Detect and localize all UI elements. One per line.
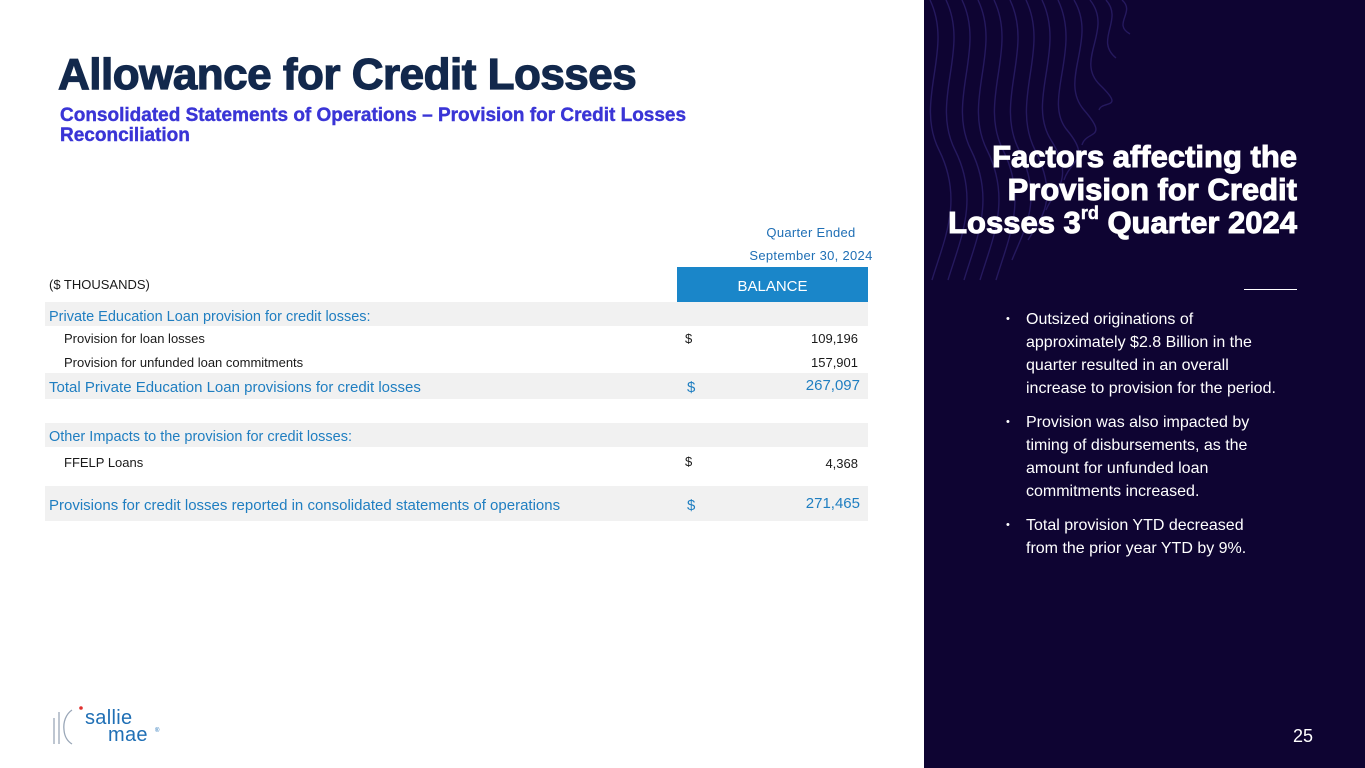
bullet-icon: • <box>1006 519 1010 531</box>
balance-column-header: BALANCE <box>677 267 868 302</box>
registered-mark: ® <box>155 728 160 734</box>
factors-side-panel <box>924 0 1365 768</box>
bullet-item <box>1006 308 1276 400</box>
factors-heading <box>937 140 1297 239</box>
total-label: Provisions for credit losses reported in consolidated statements of operations <box>49 497 561 514</box>
table-row <box>45 326 868 350</box>
table-row <box>45 350 868 374</box>
row-value: 157,901 <box>811 355 858 370</box>
bullet-icon: • <box>1006 416 1010 428</box>
table-row <box>45 449 868 473</box>
section-row-private-education <box>45 302 868 326</box>
units-label: ($ THOUSANDS) <box>49 277 150 292</box>
slide-subtitle: Consolidated Statements of Operations – Provision for Credit Losses Reconciliation <box>60 105 687 146</box>
period-label: Quarter Ended <box>766 225 856 240</box>
grand-total-row <box>45 486 868 521</box>
total-value: 271,465 <box>805 495 860 512</box>
logo-word-mae: mae <box>108 724 148 746</box>
total-label: Total Private Education Loan provisions for credit losses <box>49 379 421 396</box>
bullet-item <box>1006 411 1276 503</box>
section-row-other-impacts <box>45 423 868 447</box>
factors-heading-end: Quarter 2024 <box>1107 205 1297 240</box>
currency-symbol: $ <box>685 331 693 346</box>
total-row-private-education <box>45 373 868 399</box>
row-value: 109,196 <box>811 331 858 346</box>
slide-title: Allowance for Credit Losses <box>58 50 637 99</box>
period-date: September 30, 2024 <box>749 248 873 263</box>
currency-symbol: $ <box>685 454 693 469</box>
row-label: Provision for unfunded loan commitments <box>64 355 304 370</box>
bullet-text: Provision was also impacted by timing of disbursements, as the amount for unfunded loan commitments increased. <box>1026 414 1250 500</box>
factors-heading-text: Factors affecting the Provision for Credit Losses 3 <box>948 139 1297 240</box>
heading-divider <box>1244 289 1297 290</box>
currency-symbol: $ <box>687 497 696 514</box>
row-value: 4,368 <box>825 456 858 471</box>
total-value: 267,097 <box>805 377 860 394</box>
logo-word-sallie: sallie <box>85 707 133 729</box>
currency-symbol: $ <box>687 379 696 396</box>
logo-mark-icon <box>50 704 84 748</box>
section-label: Private Education Loan provision for credit losses: <box>49 309 371 325</box>
ordinal-suffix: rd <box>1080 203 1099 223</box>
row-label: FFELP Loans <box>64 455 144 470</box>
bullet-icon: • <box>1006 313 1010 325</box>
factors-bullet-list <box>1006 308 1276 571</box>
bullet-text: Total provision YTD decreased from the prior year YTD by 9%. <box>1026 517 1247 557</box>
sallie-mae-logo <box>50 704 170 748</box>
bullet-item <box>1006 514 1276 560</box>
bullet-text: Outsized originations of approximately $2.8 Billion in the quarter resulted in an overall increase to provision for the period. <box>1026 311 1276 397</box>
section-label: Other Impacts to the provision for credit losses: <box>49 429 353 445</box>
page-number: 25 <box>1292 726 1313 746</box>
row-label: Provision for loan losses <box>64 331 205 346</box>
